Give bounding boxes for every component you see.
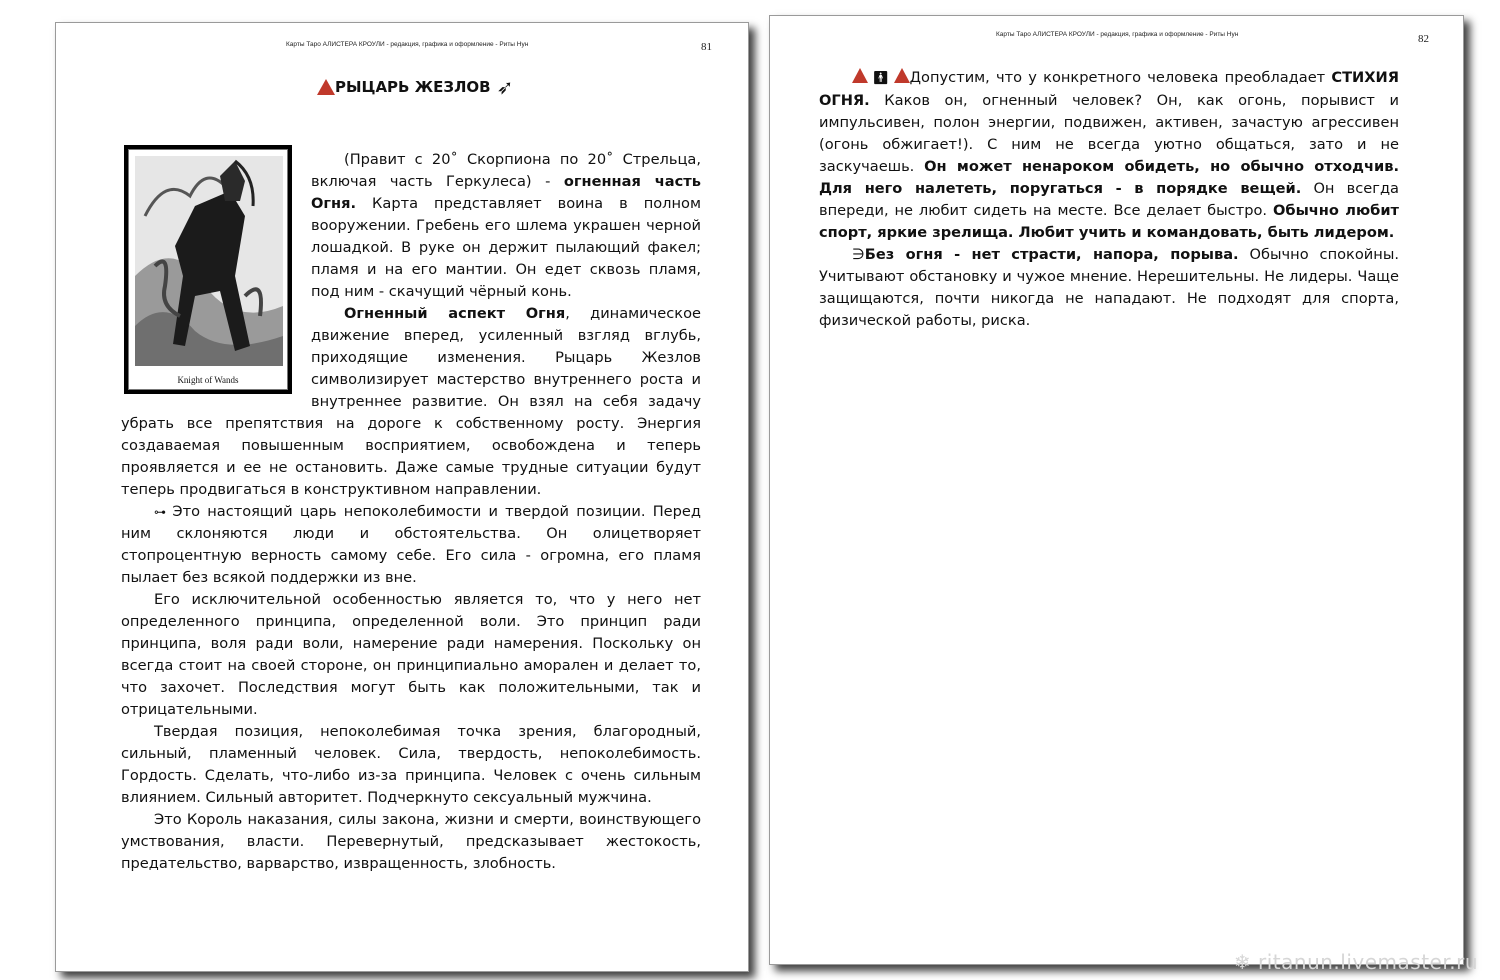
bullet-icon: ∋ xyxy=(852,246,865,263)
paragraph: ⊶ Это настоящий царь непоколебимости и твердой позиции. Перед ним склоняются люди и обстоятельства. Он олицетворяет стопроцентную верность самому себе. Его сила - огромна, его пламя пылает без всякой поддержки из вне. xyxy=(121,503,701,586)
paragraph: Это Король наказания, силы закона, жизни и смерти, воинствующего умствования, власти. Перевернутый, предсказывает жестокость, предательство, варварство, извращенность, злобность. xyxy=(121,811,701,872)
page-header: Карты Таро АЛИСТЕРА КРОУЛИ - редакция, графика и оформление - Риты Нун xyxy=(996,31,1239,38)
sagittarius-arrow-icon: ➶ xyxy=(496,75,514,99)
fire-triangle-icon xyxy=(894,68,910,83)
card-caption: Knight of Wands xyxy=(177,375,239,385)
paragraph: Твердая позиция, непоколебимая точка зрения, благородный, сильный, пламенный человек. Сила, твердость, непоколебимость. Гордость. Сделать, что-либо из-за принципа. Человек с очень сильным влиянием. Сильный авторитет. Подчеркнуто сексуальный мужчина. xyxy=(121,723,701,806)
paragraph: Его исключительной особенностью является то, что у него нет определенного принципа, определенной воли. Это принцип ради принципа, воля ради воли, намерение ради намерения. Поскольку он всегда стоит на своей стороне, он принципиально аморален и делает то, что захочет. Последствия могут быть как положительными, так и отрицательными. xyxy=(121,591,701,718)
right-page-body xyxy=(819,67,1399,332)
fire-triangle-icon xyxy=(852,68,868,83)
page-header: Карты Таро АЛИСТЕРА КРОУЛИ - редакция, графика и оформление - Риты Нун xyxy=(286,41,529,48)
snowflake-icon: ❄ xyxy=(1233,950,1259,974)
left-page xyxy=(55,22,749,972)
watermark: ❄ ritanun.livemaster.ru xyxy=(1233,950,1478,974)
key-icon: ⊶ xyxy=(154,505,173,519)
page-title xyxy=(317,75,514,99)
page-title-text: РЫЦАРЬ ЖЕЗЛОВ xyxy=(335,78,491,96)
paragraph: Огненный аспект Огня, динамическое движение вперед, усиленный взгляд вглубь, приходящие изменения. Рыцарь Жезлов символизирует мастерство внутреннего роста и внутреннее развитие. Он взял на себя задачу убрать все препятствия на дороге к собственному росту. Энергия создаваемая повышенным восприятием, освобождена и теперь проявляется и ее не остановить. Даже самые трудные ситуации будут теперь продвигаться в конструктивном направлении. xyxy=(121,305,702,498)
page-number: 81 xyxy=(701,41,712,53)
paragraph: ∋Без огня - нет страсти, напора, порыва. Обычно спокойны. Учитывают обстановку и чужое мнение. Нерешительны. Не лидеры. Чаще защищаются, почти никогда не нападают. Не подходят для спорта, физической работы, риска. xyxy=(819,246,1399,329)
page-number: 82 xyxy=(1418,33,1429,45)
person-icon: 🚹︎ xyxy=(871,71,891,86)
paragraph: 🚹︎ Допустим, что у конкретного человека преобладает СТИХИЯ ОГНЯ. Каков он, огненный человек? Он, как огонь, порывист и импульсивен, полон энергии, подвижен, активен, зачастую агрессивен (огонь обжигает!). С ним не всегда уютно общаться, зато и не заскучаешь. Он может ненароком обидеть, но обычно отходчив. Для него налететь, поругаться - в порядке вещей. Он всегда впереди, не любит сидеть на месте. Все делает быстро. Обычно любит спорт, яркие зрелища. Любит учить и командовать, быть лидером. xyxy=(819,69,1399,241)
left-page-body xyxy=(121,149,701,875)
right-page xyxy=(769,15,1464,965)
paragraph: (Правит с 20˚ Скорпиона по 20˚ Стрельца, включая часть Геркулеса) - огненная часть Огня. Карта представляет воина в полном вооружении. Гребень его шлема украшен черной лошадкой. В руке он держит пылающий факел; пламя и на его мантии. Он едет сквозь пламя, под ним - скачущий чёрный конь. xyxy=(311,151,701,300)
fire-triangle-icon xyxy=(317,79,335,95)
